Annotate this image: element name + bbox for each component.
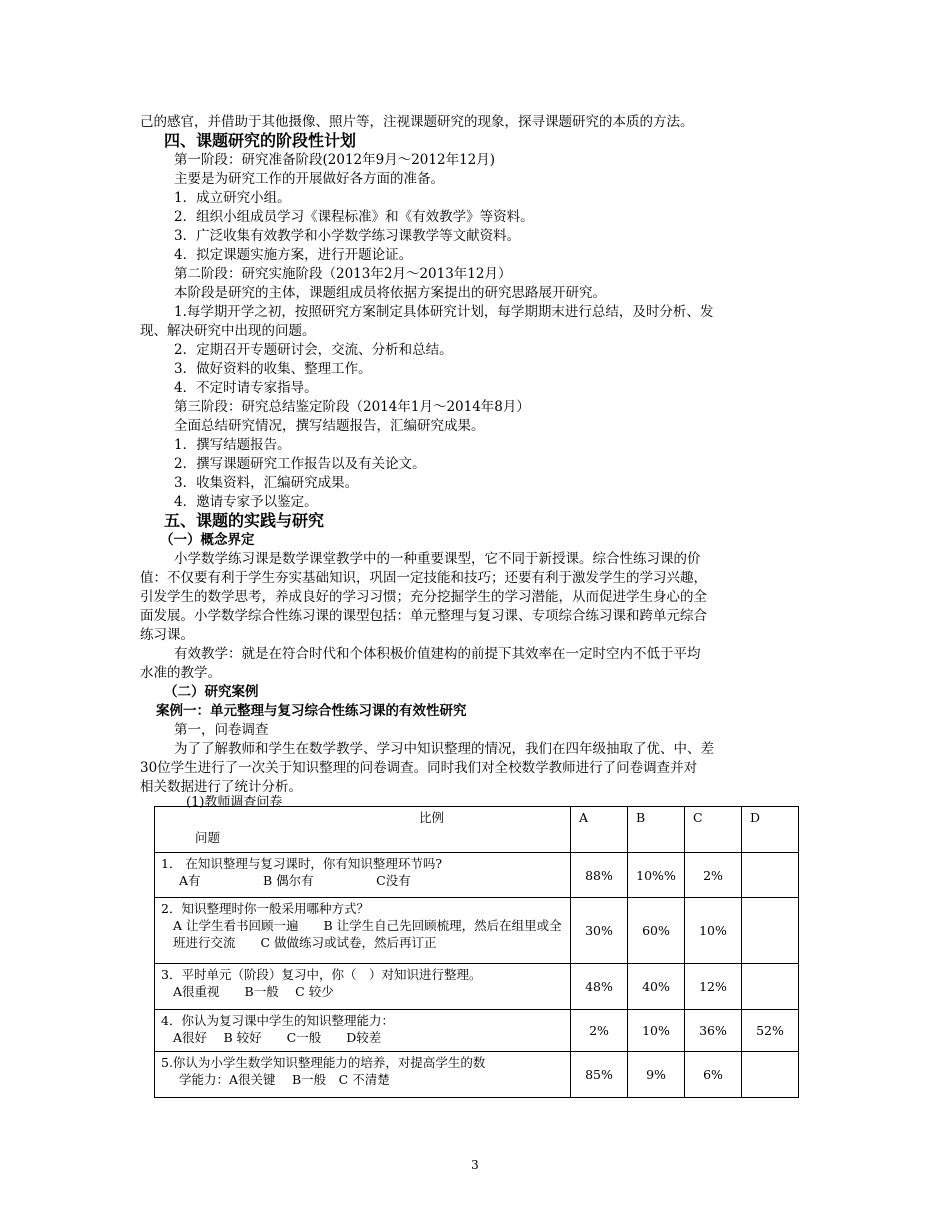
value-d xyxy=(742,964,799,1010)
question-options: 学能力：A很关键 B一般 C 不清楚 xyxy=(179,1072,390,1087)
table-row xyxy=(155,964,799,1010)
question-options: A很重视 B一般 C 较少 xyxy=(173,984,334,999)
question-cell xyxy=(155,1010,571,1052)
value-d xyxy=(742,853,799,898)
text-line: 4．拟定课题实施方案，进行开题论证。 xyxy=(174,247,413,263)
text-line: 第一，问卷调查 xyxy=(174,722,269,738)
text-line: 第三阶段：研究总结鉴定阶段（2014年1月～2014年8月） xyxy=(174,399,530,415)
header-col-b: B xyxy=(628,807,685,853)
question-options: A 让学生看书回顾一遍 B 让学生自己先回顾梳理，然后在组里或全班进行交流 C 做做练习或试卷，然后再订正 xyxy=(173,918,562,950)
text-line: 4．邀请专家予以鉴定。 xyxy=(174,494,318,510)
value-b: 10% xyxy=(628,1010,685,1052)
value-a: 2% xyxy=(571,1010,628,1052)
text-line: 3．广泛收集有效教学和小学数学练习课教学等文献资料。 xyxy=(174,228,521,244)
text-line: 2．组织小组成员学习《课程标准》和《有效教学》等资料。 xyxy=(174,209,534,225)
value-a: 88% xyxy=(571,853,628,898)
section-heading-5: 五、课题的实践与研究 xyxy=(164,511,325,530)
case-heading: 案例一：单元整理与复习综合性练习课的有效性研究 xyxy=(156,703,467,719)
value-d: 52% xyxy=(742,1010,799,1052)
value-c: 12% xyxy=(685,964,742,1010)
paragraph-line: 水准的教学。 xyxy=(140,665,221,681)
text-line: 己的感官，并借助于其他摄像、照片等，注视课题研究的现象，探寻课题研究的本质的方法。 xyxy=(140,114,694,130)
header-ratio-label: 比例 xyxy=(419,810,445,825)
text-line: 3．收集资料，汇编研究成果。 xyxy=(174,475,359,491)
value-d xyxy=(742,898,799,964)
table-row xyxy=(155,1052,799,1098)
question-text: 5.你认为小学生数学知识整理能力的培养，对提高学生的数 xyxy=(161,1055,486,1070)
question-text: 2．知识整理时你一般采用哪种方式？ xyxy=(161,901,369,916)
text-line: 1．成立研究小组。 xyxy=(174,190,291,206)
paragraph-line: 引发学生的数学思考，养成良好的学习习惯；充分挖掘学生的学习潜能，从而促进学生身心的全 xyxy=(140,589,707,605)
section-heading-4: 四、课题研究的阶段性计划 xyxy=(164,131,357,150)
question-options: A很好 B 较好 C一般 D较差 xyxy=(173,1030,382,1045)
text-line: 3．做好资料的收集、整理工作。 xyxy=(174,361,372,377)
question-cell xyxy=(155,964,571,1010)
text-line: 2．撰写课题研究工作报告以及有关论文。 xyxy=(174,456,426,472)
paragraph-line: 有效教学：就是在符合时代和个体积极价值建构的前提下其效率在一定时空内不低于平均 xyxy=(174,646,701,662)
table-row xyxy=(155,853,799,898)
paragraph-line: 相关数据进行了统计分析。 xyxy=(140,779,302,795)
subsection-heading: （一）概念界定 xyxy=(160,532,255,548)
question-options: A有 B 偶尔有 C没有 xyxy=(179,873,411,888)
value-b: 10%% xyxy=(628,853,685,898)
question-cell xyxy=(155,898,571,964)
question-text: 1． 在知识整理与复习课时，你有知识整理环节吗? xyxy=(161,856,443,871)
text-line: 1．撰写结题报告。 xyxy=(174,437,291,453)
subsection-heading: （二）研究案例 xyxy=(164,684,259,700)
text-line: 现、解决研究中出现的问题。 xyxy=(140,323,316,339)
header-question-label: 问题 xyxy=(195,830,221,845)
header-diagonal-cell xyxy=(155,807,571,853)
value-a: 85% xyxy=(571,1052,628,1098)
paragraph-line: 小学数学练习课是数学课堂教学中的一种重要课型，它不同于新授课。综合性练习课的价 xyxy=(174,551,701,567)
question-cell xyxy=(155,853,571,898)
value-c: 36% xyxy=(685,1010,742,1052)
paragraph-line: 值：不仅要有利于学生夯实基础知识，巩固一定技能和技巧；还要有利于激发学生的学习兴趣， xyxy=(140,570,707,586)
text-line: 第一阶段：研究准备阶段(2012年9月～2012年12月) xyxy=(174,152,496,168)
paragraph-line: 练习课。 xyxy=(140,627,194,643)
paragraph-line: 为了了解教师和学生在数学教学、学习中知识整理的情况，我们在四年级抽取了优、中、差 xyxy=(174,741,714,757)
question-text: 3．平时单元（阶段）复习中，你（ ）对知识进行整理。 xyxy=(161,967,482,982)
text-line: 主要是为研究工作的开展做好各方面的准备。 xyxy=(174,171,444,187)
table-header-row xyxy=(155,807,799,853)
paragraph-line: 面发展。小学数学综合性练习课的课型包括：单元整理与复习课、专项综合练习课和跨单元综合 xyxy=(140,608,707,624)
text-line: 1.每学期开学之初，按照研究方案制定具体研究计划，每学期期末进行总结，及时分析、发 xyxy=(174,304,714,320)
table-row xyxy=(155,1010,799,1052)
value-c: 6% xyxy=(685,1052,742,1098)
value-c: 10% xyxy=(685,898,742,964)
value-d xyxy=(742,1052,799,1098)
value-b: 9% xyxy=(628,1052,685,1098)
value-c: 2% xyxy=(685,853,742,898)
paragraph-line: 30位学生进行了一次关于知识整理的问卷调查。同时我们对全校数学教师进行了问卷调查并对 xyxy=(140,760,698,776)
text-line: 2．定期召开专题研讨会，交流、分析和总结。 xyxy=(174,342,453,358)
value-b: 40% xyxy=(628,964,685,1010)
teacher-survey-table xyxy=(154,806,799,1098)
text-line: 第二阶段：研究实施阶段（2013年2月～2013年12月） xyxy=(174,266,512,282)
table-caption: (1)教师调查问卷 xyxy=(186,795,283,810)
question-cell xyxy=(155,1052,571,1098)
text-line: 全面总结研究情况，撰写结题报告，汇编研究成果。 xyxy=(174,418,485,434)
value-a: 30% xyxy=(571,898,628,964)
header-col-d: D xyxy=(742,807,799,853)
value-a: 48% xyxy=(571,964,628,1010)
header-col-c: C xyxy=(685,807,742,853)
table-row xyxy=(155,898,799,964)
text-line: 4．不定时请专家指导。 xyxy=(174,380,318,396)
page-number: 3 xyxy=(471,1158,479,1172)
question-text: 4．你认为复习课中学生的知识整理能力： xyxy=(161,1013,394,1028)
value-b: 60% xyxy=(628,898,685,964)
text-line: 本阶段是研究的主体，课题组成员将依据方案提出的研究思路展开研究。 xyxy=(174,285,606,301)
header-col-a: A xyxy=(571,807,628,853)
